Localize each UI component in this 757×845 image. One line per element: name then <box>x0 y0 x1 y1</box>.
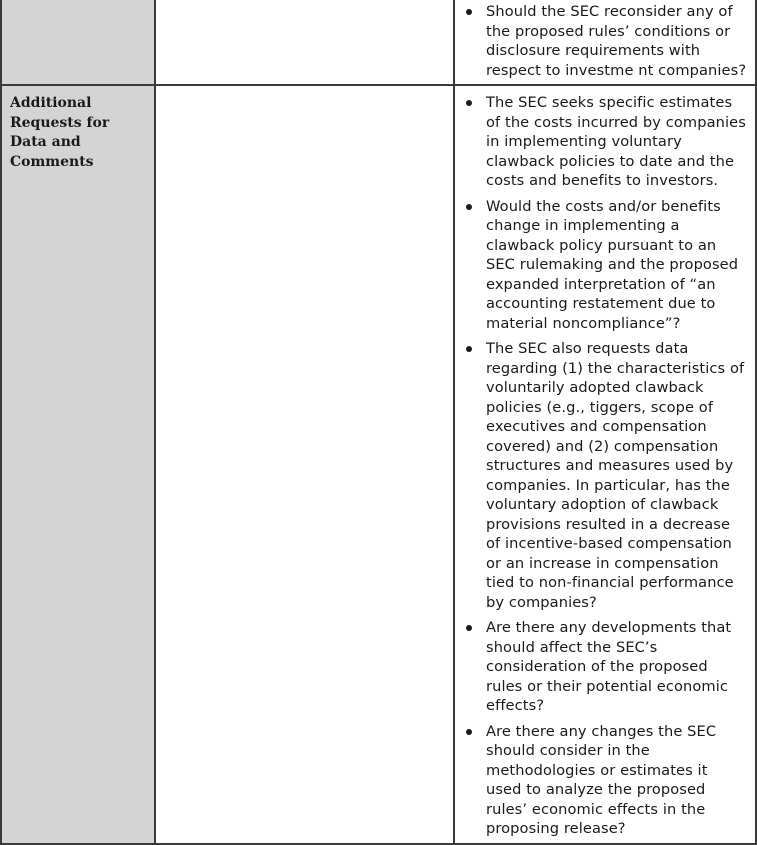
list-item-text: The SEC seeks specific estimates of the costs incurred by companies in implementing voluntary clawback policies to date and the costs and benefits to investors. <box>486 94 746 189</box>
label-cell <box>1 0 155 85</box>
bullet-icon <box>466 625 472 631</box>
list-item-text: Are there any developments that should affect the SEC’s consideration of the proposed rules or their potential economic effects? <box>486 619 732 714</box>
list-item <box>463 618 747 716</box>
list-item-text: The SEC also requests data regarding (1) the characteristics of voluntarily adopted clawback policies (e.g., tiggers, scope of executives and compensation covered) and (2) compensation structures and measures used by companies. In particular, has the voluntary adoption of clawback provisions resulted in a decrease of incentive-based compensation or an increase in compensation tied to non-financial performance by companies? <box>486 340 745 611</box>
bullet-icon <box>466 9 472 15</box>
bullets-cell <box>454 85 756 844</box>
list-item-text: Would the costs and/or benefits change in implementing a clawback policy pursuant to an SEC rulemaking and the proposed expanded interpretation of “an accounting restatement due to material noncompliance”? <box>486 197 739 332</box>
bullet-icon <box>466 100 472 106</box>
row-label <box>2 0 154 8</box>
row-label: Additional Requests for Data and Comments <box>10 95 110 170</box>
bullets-cell <box>454 0 756 85</box>
label-cell <box>1 85 155 844</box>
middle-cell <box>155 85 454 844</box>
bullet-icon <box>466 346 472 352</box>
bullet-list <box>455 86 755 843</box>
bullet-list <box>455 0 755 84</box>
bullet-icon <box>466 204 472 210</box>
bullet-icon <box>466 729 472 735</box>
table-row <box>1 85 756 844</box>
table-row <box>1 0 756 85</box>
list-item <box>463 2 747 80</box>
list-item <box>463 93 747 191</box>
list-item <box>463 197 747 334</box>
list-item-text: Are there any changes the SEC should consider in the methodologies or estimates it used to analyze the proposed rules’ economic effects in the proposing release? <box>486 722 717 837</box>
list-item <box>463 722 747 839</box>
list-item <box>463 339 747 612</box>
middle-cell <box>155 0 454 85</box>
list-item-text: Should the SEC reconsider any of the proposed rules’ conditions or disclosure requirements with respect to investme nt companies? <box>486 3 747 79</box>
